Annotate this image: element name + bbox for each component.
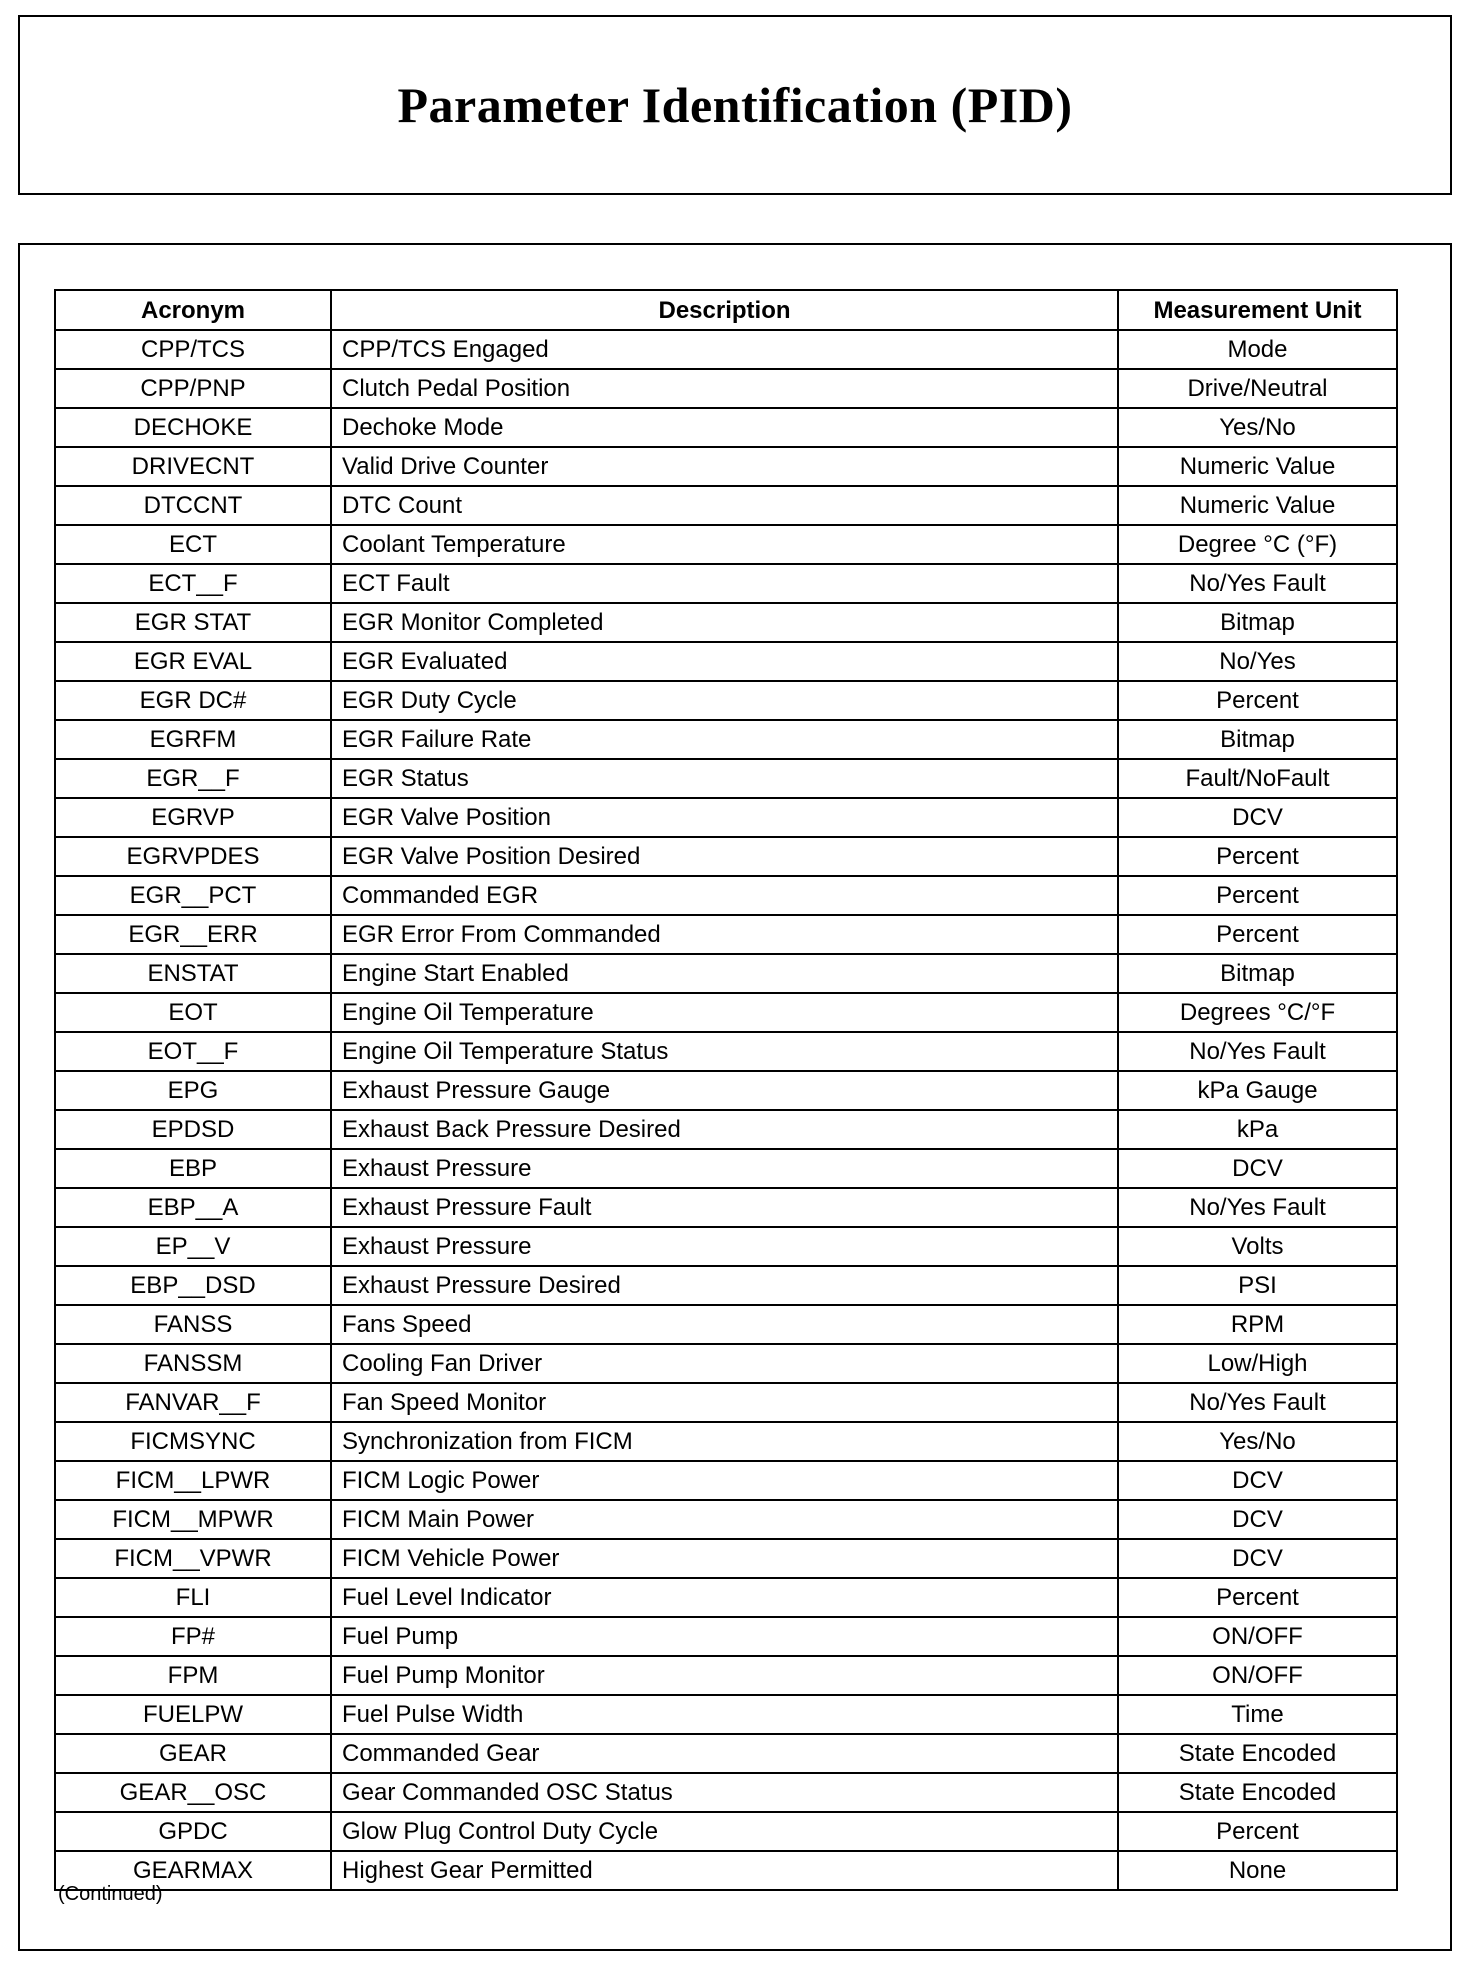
table-row — [55, 1032, 1397, 1071]
table-row — [55, 486, 1397, 525]
header-row — [55, 290, 1397, 330]
cell-unit: Numeric Value — [1118, 447, 1397, 486]
cell-description: EGR Error From Commanded — [331, 915, 1118, 954]
table-row — [55, 1500, 1397, 1539]
table-row — [55, 720, 1397, 759]
cell-acronym: ECT__F — [55, 564, 331, 603]
cell-acronym: ENSTAT — [55, 954, 331, 993]
cell-description: DTC Count — [331, 486, 1118, 525]
cell-unit: State Encoded — [1118, 1734, 1397, 1773]
continued-note: (Continued) — [58, 1883, 163, 1905]
cell-acronym: EPDSD — [55, 1110, 331, 1149]
cell-unit: No/Yes Fault — [1118, 564, 1397, 603]
cell-unit: No/Yes Fault — [1118, 1032, 1397, 1071]
cell-description: Gear Commanded OSC Status — [331, 1773, 1118, 1812]
cell-acronym: GEARMAX — [55, 1851, 331, 1890]
cell-description: Exhaust Pressure — [331, 1227, 1118, 1266]
table-row — [55, 1266, 1397, 1305]
cell-description: Fuel Pump — [331, 1617, 1118, 1656]
cell-unit: Bitmap — [1118, 720, 1397, 759]
table-row — [55, 330, 1397, 369]
cell-acronym: DTCCNT — [55, 486, 331, 525]
cell-unit: kPa — [1118, 1110, 1397, 1149]
table-row — [55, 603, 1397, 642]
table-row — [55, 1734, 1397, 1773]
cell-unit: RPM — [1118, 1305, 1397, 1344]
cell-unit: Percent — [1118, 837, 1397, 876]
cell-description: Highest Gear Permitted — [331, 1851, 1118, 1890]
cell-acronym: FUELPW — [55, 1695, 331, 1734]
cell-acronym: EBP — [55, 1149, 331, 1188]
table-row — [55, 798, 1397, 837]
table-row — [55, 1227, 1397, 1266]
cell-acronym: EGRFM — [55, 720, 331, 759]
cell-unit: Percent — [1118, 681, 1397, 720]
table-row — [55, 954, 1397, 993]
cell-description: Dechoke Mode — [331, 408, 1118, 447]
cell-acronym: EGR DC# — [55, 681, 331, 720]
cell-description: Fans Speed — [331, 1305, 1118, 1344]
cell-acronym: FICM__MPWR — [55, 1500, 331, 1539]
cell-acronym: EOT — [55, 993, 331, 1032]
cell-acronym: FP# — [55, 1617, 331, 1656]
cell-unit: DCV — [1118, 1539, 1397, 1578]
table-row — [55, 447, 1397, 486]
table-row — [55, 837, 1397, 876]
cell-unit: Percent — [1118, 876, 1397, 915]
cell-unit: Yes/No — [1118, 1422, 1397, 1461]
cell-description: Exhaust Back Pressure Desired — [331, 1110, 1118, 1149]
table-row — [55, 1578, 1397, 1617]
header-acronym: Acronym — [55, 290, 331, 330]
page-title: Parameter Identification (PID) — [397, 77, 1073, 133]
table-row — [55, 1383, 1397, 1422]
cell-description: EGR Monitor Completed — [331, 603, 1118, 642]
cell-description: Exhaust Pressure Gauge — [331, 1071, 1118, 1110]
cell-acronym: EGRVP — [55, 798, 331, 837]
table-frame — [18, 243, 1452, 1951]
table-row — [55, 1656, 1397, 1695]
cell-acronym: EBP__DSD — [55, 1266, 331, 1305]
cell-description: Fuel Pulse Width — [331, 1695, 1118, 1734]
cell-description: EGR Status — [331, 759, 1118, 798]
cell-unit: None — [1118, 1851, 1397, 1890]
cell-unit: DCV — [1118, 1149, 1397, 1188]
cell-acronym: FANSSM — [55, 1344, 331, 1383]
table-row — [55, 915, 1397, 954]
cell-unit: DCV — [1118, 1461, 1397, 1500]
cell-unit: Percent — [1118, 1812, 1397, 1851]
cell-unit: Fault/NoFault — [1118, 759, 1397, 798]
cell-acronym: EPG — [55, 1071, 331, 1110]
cell-unit: Bitmap — [1118, 603, 1397, 642]
table-row — [55, 1851, 1397, 1890]
table-row — [55, 1110, 1397, 1149]
table-row — [55, 1149, 1397, 1188]
cell-unit: Volts — [1118, 1227, 1397, 1266]
cell-unit: ON/OFF — [1118, 1656, 1397, 1695]
table-row — [55, 1773, 1397, 1812]
table-row — [55, 1188, 1397, 1227]
cell-acronym: EGR__PCT — [55, 876, 331, 915]
cell-unit: No/Yes Fault — [1118, 1188, 1397, 1227]
pid-table — [54, 289, 1398, 1891]
table-row — [55, 564, 1397, 603]
cell-acronym: GEAR — [55, 1734, 331, 1773]
cell-unit: Low/High — [1118, 1344, 1397, 1383]
cell-description: FICM Main Power — [331, 1500, 1118, 1539]
table-row — [55, 1071, 1397, 1110]
table-row — [55, 1617, 1397, 1656]
cell-unit: Drive/Neutral — [1118, 369, 1397, 408]
table-row — [55, 1461, 1397, 1500]
cell-acronym: EGR EVAL — [55, 642, 331, 681]
cell-description: EGR Evaluated — [331, 642, 1118, 681]
cell-description: FICM Logic Power — [331, 1461, 1118, 1500]
table-body — [55, 330, 1397, 1890]
cell-description: FICM Vehicle Power — [331, 1539, 1118, 1578]
cell-description: Fuel Level Indicator — [331, 1578, 1118, 1617]
cell-description: Exhaust Pressure Fault — [331, 1188, 1118, 1227]
cell-unit: Numeric Value — [1118, 486, 1397, 525]
cell-unit: PSI — [1118, 1266, 1397, 1305]
title-box — [18, 15, 1452, 195]
cell-description: Cooling Fan Driver — [331, 1344, 1118, 1383]
cell-unit: No/Yes — [1118, 642, 1397, 681]
cell-acronym: EGR__F — [55, 759, 331, 798]
cell-description: Coolant Temperature — [331, 525, 1118, 564]
table-row — [55, 369, 1397, 408]
cell-acronym: EBP__A — [55, 1188, 331, 1227]
table-row — [55, 1539, 1397, 1578]
cell-acronym: FICMSYNC — [55, 1422, 331, 1461]
table-row — [55, 642, 1397, 681]
table-row — [55, 681, 1397, 720]
cell-description: EGR Valve Position — [331, 798, 1118, 837]
cell-acronym: CPP/TCS — [55, 330, 331, 369]
cell-acronym: FANVAR__F — [55, 1383, 331, 1422]
table-row — [55, 1344, 1397, 1383]
cell-unit: Degrees °C/°F — [1118, 993, 1397, 1032]
table-row — [55, 1305, 1397, 1344]
cell-unit: No/Yes Fault — [1118, 1383, 1397, 1422]
table-row — [55, 525, 1397, 564]
cell-acronym: EOT__F — [55, 1032, 331, 1071]
table-row — [55, 408, 1397, 447]
cell-description: Clutch Pedal Position — [331, 369, 1118, 408]
cell-description: CPP/TCS Engaged — [331, 330, 1118, 369]
table-row — [55, 876, 1397, 915]
cell-description: Synchronization from FICM — [331, 1422, 1118, 1461]
cell-description: Engine Start Enabled — [331, 954, 1118, 993]
cell-unit: DCV — [1118, 798, 1397, 837]
cell-acronym: EGR STAT — [55, 603, 331, 642]
cell-unit: kPa Gauge — [1118, 1071, 1397, 1110]
table-row — [55, 759, 1397, 798]
cell-description: EGR Failure Rate — [331, 720, 1118, 759]
cell-description: Fuel Pump Monitor — [331, 1656, 1118, 1695]
cell-acronym: EGRVPDES — [55, 837, 331, 876]
cell-description: EGR Valve Position Desired — [331, 837, 1118, 876]
cell-description: Commanded Gear — [331, 1734, 1118, 1773]
cell-acronym: EP__V — [55, 1227, 331, 1266]
cell-description: Exhaust Pressure — [331, 1149, 1118, 1188]
cell-unit: ON/OFF — [1118, 1617, 1397, 1656]
cell-unit: Mode — [1118, 330, 1397, 369]
cell-unit: DCV — [1118, 1500, 1397, 1539]
cell-unit: Bitmap — [1118, 954, 1397, 993]
cell-acronym: FICM__VPWR — [55, 1539, 331, 1578]
cell-acronym: CPP/PNP — [55, 369, 331, 408]
cell-description: Engine Oil Temperature — [331, 993, 1118, 1032]
cell-acronym: FLI — [55, 1578, 331, 1617]
cell-description: Engine Oil Temperature Status — [331, 1032, 1118, 1071]
cell-description: EGR Duty Cycle — [331, 681, 1118, 720]
table-row — [55, 1422, 1397, 1461]
cell-acronym: EGR__ERR — [55, 915, 331, 954]
cell-description: Fan Speed Monitor — [331, 1383, 1118, 1422]
cell-description: Valid Drive Counter — [331, 447, 1118, 486]
cell-unit: Degree °C (°F) — [1118, 525, 1397, 564]
cell-unit: Percent — [1118, 915, 1397, 954]
cell-acronym: GPDC — [55, 1812, 331, 1851]
cell-acronym: DECHOKE — [55, 408, 331, 447]
cell-description: Commanded EGR — [331, 876, 1118, 915]
cell-acronym: FICM__LPWR — [55, 1461, 331, 1500]
cell-description: Exhaust Pressure Desired — [331, 1266, 1118, 1305]
cell-unit: Yes/No — [1118, 408, 1397, 447]
cell-description: Glow Plug Control Duty Cycle — [331, 1812, 1118, 1851]
cell-acronym: FANSS — [55, 1305, 331, 1344]
table-row — [55, 1695, 1397, 1734]
table-row — [55, 1812, 1397, 1851]
cell-description: ECT Fault — [331, 564, 1118, 603]
cell-unit: Time — [1118, 1695, 1397, 1734]
cell-unit: Percent — [1118, 1578, 1397, 1617]
header-description: Description — [331, 290, 1118, 330]
cell-acronym: DRIVECNT — [55, 447, 331, 486]
cell-acronym: GEAR__OSC — [55, 1773, 331, 1812]
cell-unit: State Encoded — [1118, 1773, 1397, 1812]
cell-acronym: FPM — [55, 1656, 331, 1695]
header-unit: Measurement Unit — [1118, 290, 1397, 330]
cell-acronym: ECT — [55, 525, 331, 564]
table-row — [55, 993, 1397, 1032]
